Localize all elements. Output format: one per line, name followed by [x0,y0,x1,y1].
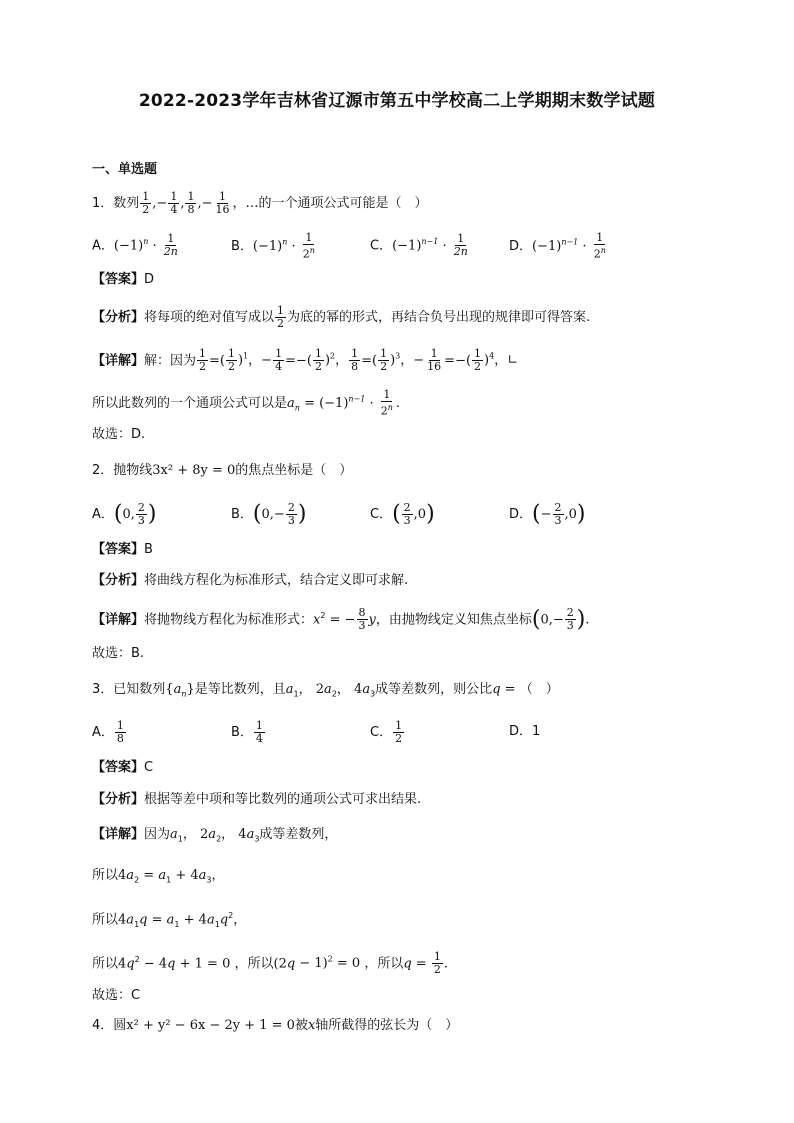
q3-answer: 【答案】C [92,760,154,775]
q3-option-c: C． $\frac{1}{2}$ [370,719,403,745]
q1-answer: 【答案】D [92,272,155,287]
q2-analysis: 【分析】将曲线方程化为标准形式，结合定义即可求解. [92,573,409,588]
q3-detail: 【详解】因为$a_1$， $2a_2$， $4a_3$成等差数列， [92,827,338,844]
q2-option-c: C．( $\frac{2}{3}$ ,0) [370,501,435,527]
q2-final: 故选：B. [92,646,145,661]
q1-analysis: 【分析】将每项的绝对值写成以 $\frac{1}{2}$ 为底的幂的形式，再结合负号出现的规律即可得答案. [92,304,591,330]
q3-option-a: A． $\frac{1}{8}$ [92,719,124,745]
q2-stem: 2．抛物线3x² + 8y = 0的焦点坐标是（ ） [92,463,353,478]
q2-option-b: B．(0,− $\frac{2}{3}$ ) [231,501,307,527]
q3-step3: 所以$4q^2 - 4q + 1 = 0$ ，所以$(2q - 1)^2 = 0$ ，所以q = $\frac{1}{2}$ . [92,950,448,977]
q1-stem: 1．数列 $\frac{1}{2}$ ,− $\frac{1}{4}$ , $\frac{1}{8}$ ,− $\frac{1}{16}$ ，…的一个通项公式可能是（ ） [92,190,428,216]
q3-analysis: 【分析】根据等差中项和等比数列的通项公式可求出结果. [92,792,422,807]
q1-option-d: D．$(-1)^{n-1}$ · $\frac{1}{2^n}$ [509,231,606,261]
q1-detail: 【详解】解：因为 $\frac{1}{2}$ =( $\frac{1}{2}$ )$^1$，− $\frac{1}{4}$ =−( $\frac{1}{2}$ )$^2$， $\frac{1}{8}$ =( $\frac{1}{2}$ )$^3$，− $\frac{1}{16}$ =−( $\frac{1}{2}$ )$^4$，∟ [92,347,519,374]
q1-final: 故选：D. [92,427,146,442]
q2-option-a: A．(0, $\frac{2}{3}$ ) [92,501,157,527]
q3-stem: 3．已知数列$\{a_n\}$是等比数列，且$a_1$， $2a_2$， $4a_3$成等差数列，则公比q = （ ） [92,682,559,699]
page-title: 2022-2023学年吉林省辽源市第五中学校高二上学期期末数学试题 [138,91,656,111]
q3-step2: 所以$4a_1q = a_1 + 4a_1q^2$， [92,911,247,929]
section-heading: 一、单选题 [92,162,158,177]
q1-option-c: C．$(-1)^{n-1}$ · $\frac{1}{2n}$ [370,232,468,259]
q1-option-a: A．$(-1)^n$ · $\frac{1}{2n}$ [92,232,178,259]
q3-final: 故选：C [92,988,141,1003]
q3-option-d: D．1 [509,724,541,739]
q3-option-b: B． $\frac{1}{4}$ [231,719,263,745]
q4-stem: 4．圆x² + y² − 6x − 2y + 1 = 0被x轴所截得的弦长为（ ） [92,1018,459,1033]
q2-answer: 【答案】B [92,542,153,557]
q2-option-d: D．(− $\frac{2}{3}$ ,0) [509,501,586,527]
q3-step1: 所以$4a_2 = a_1 + 4a_3$， [92,868,225,885]
q1-conclusion: 所以此数列的一个通项公式可以是$a_n = (-1)^{n-1}$ · $\frac{1}{2^n}$ . [92,388,401,418]
q2-detail: 【详解】将抛物线方程化为标准形式：$x^2$ = − $\frac{8}{3}$ y，由抛物线定义知焦点坐标(0,− $\frac{2}{3}$ ). [92,606,590,633]
q1-option-b: B．$(-1)^n$ · $\frac{1}{2^n}$ [231,231,315,261]
